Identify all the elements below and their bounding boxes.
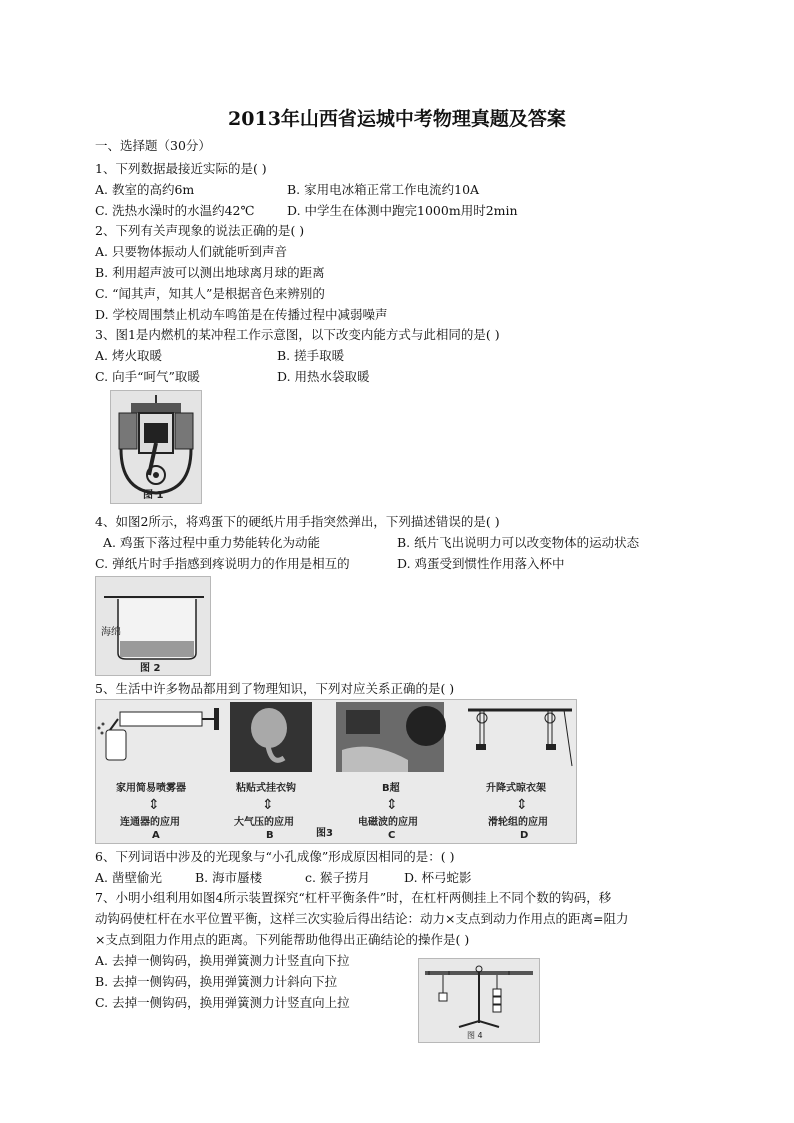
q7-option-b: B. 去掉一侧钩码，换用弹簧测力计斜向下拉 xyxy=(95,974,338,989)
q4-option-b: B. 纸片飞出说明力可以改变物体的运动状态 xyxy=(397,535,640,550)
panel-a-top: 家用简易喷雾器 xyxy=(116,783,186,794)
panel-d-top: 升降式晾衣架 xyxy=(486,783,546,794)
figure-3-panels xyxy=(95,699,577,844)
q4-option-d: D. 鸡蛋受到惯性作用落入杯中 xyxy=(397,556,565,571)
section-heading: 一、选择题（30分） xyxy=(95,138,211,153)
q1-option-d: D. 中学生在体测中跑完1000m用时2min xyxy=(287,203,518,218)
figure-2-cup xyxy=(95,576,211,676)
q1-option-c: C. 洗热水澡时的水温约42℃ xyxy=(95,203,255,218)
figure-2-caption: 图 2 xyxy=(140,663,161,674)
panel-c-arrow: ⇕ xyxy=(386,797,398,813)
q3-option-c: C. 向手“呵气”取暖 xyxy=(95,369,200,384)
panel-c-top: B超 xyxy=(382,783,400,794)
page-title: 2013年山西省运城中考物理真题及答案 xyxy=(228,108,566,130)
q4-stem: 4、如图2所示，将鸡蛋下的硬纸片用手指突然弹出，下列描述错误的是( ) xyxy=(95,514,500,529)
q7-option-c: C. 去掉一侧钩码，换用弹簧测力计竖直向上拉 xyxy=(95,995,350,1010)
figure-4-lever xyxy=(418,958,540,1043)
q2-option-c: C. “闻其声，知其人”是根据音色来辨别的 xyxy=(95,286,325,301)
q3-stem: 3、图1是内燃机的某冲程工作示意图，以下改变内能方式与此相同的是( ) xyxy=(95,327,500,342)
q3-option-b: B. 搓手取暖 xyxy=(277,348,345,363)
q2-option-b: B. 利用超声波可以测出地球离月球的距离 xyxy=(95,265,325,280)
q7-stem-line-1: 7、小明小组利用如图4所示装置探究“杠杆平衡条件”时，在杠杆两侧挂上不同个数的钩码，移 xyxy=(95,890,612,905)
panel-c-letter: C xyxy=(388,830,396,841)
q4-option-a: A. 鸡蛋下落过程中重力势能转化为动能 xyxy=(103,535,320,550)
figure-1-engine xyxy=(110,390,202,504)
panel-b-arrow: ⇕ xyxy=(262,797,274,813)
figure-3-caption: 图3 xyxy=(316,828,333,839)
q2-option-a: A. 只要物体振动人们就能听到声音 xyxy=(95,244,287,259)
q1-stem: 1、下列数据最接近实际的是( ) xyxy=(95,161,267,176)
panel-a-arrow: ⇕ xyxy=(148,797,160,813)
q1-option-a: A. 教室的高约6m xyxy=(95,182,195,197)
q1-option-b: B. 家用电冰箱正常工作电流约10A xyxy=(287,182,480,197)
q3-option-a: A. 烤火取暖 xyxy=(95,348,162,363)
q2-stem: 2、下列有关声现象的说法正确的是( ) xyxy=(95,223,305,238)
figure-2-label: 海绵 xyxy=(101,627,121,638)
panel-a-bottom: 连通器的应用 xyxy=(120,817,180,828)
q7-stem-line-3: ×支点到阻力作用点的距离。下列能帮助他得出正确结论的操作是( ) xyxy=(95,932,470,947)
panel-a-letter: A xyxy=(152,830,160,841)
q6-option-b: B. 海市蜃楼 xyxy=(195,870,263,885)
q3-option-d: D. 用热水袋取暖 xyxy=(277,369,370,384)
panel-d-bottom: 滑轮组的应用 xyxy=(488,817,548,828)
panel-b-letter: B xyxy=(266,830,274,841)
q7-stem-line-2: 动钩码使杠杆在水平位置平衡，这样三次实验后得出结论：动力×支点到动力作用点的距离=阻力 xyxy=(95,911,629,926)
panel-d-letter: D xyxy=(520,830,529,841)
q5-stem: 5、生活中许多物品都用到了物理知识，下列对应关系正确的是( ) xyxy=(95,681,455,696)
q6-option-a: A. 凿壁偷光 xyxy=(95,870,162,885)
q6-option-c: c. 猴子捞月 xyxy=(305,870,370,885)
q6-stem: 6、下列词语中涉及的光现象与“小孔成像”形成原因相同的是：( ) xyxy=(95,849,455,864)
panel-d-arrow: ⇕ xyxy=(516,797,528,813)
figure-4-caption: 图 4 xyxy=(467,1031,483,1040)
q4-option-c: C. 弹纸片时手指感到疼说明力的作用是相互的 xyxy=(95,556,350,571)
panel-b-top: 粘贴式挂衣钩 xyxy=(236,783,296,794)
figure-1-caption: 图 1 xyxy=(143,490,164,501)
panel-b-bottom: 大气压的应用 xyxy=(234,817,294,828)
panel-c-bottom: 电磁波的应用 xyxy=(358,817,418,828)
q7-option-a: A. 去掉一侧钩码，换用弹簧测力计竖直向下拉 xyxy=(95,953,350,968)
q6-option-d: D. 杯弓蛇影 xyxy=(404,870,472,885)
q2-option-d: D. 学校周围禁止机动车鸣笛是在传播过程中减弱噪声 xyxy=(95,307,388,322)
